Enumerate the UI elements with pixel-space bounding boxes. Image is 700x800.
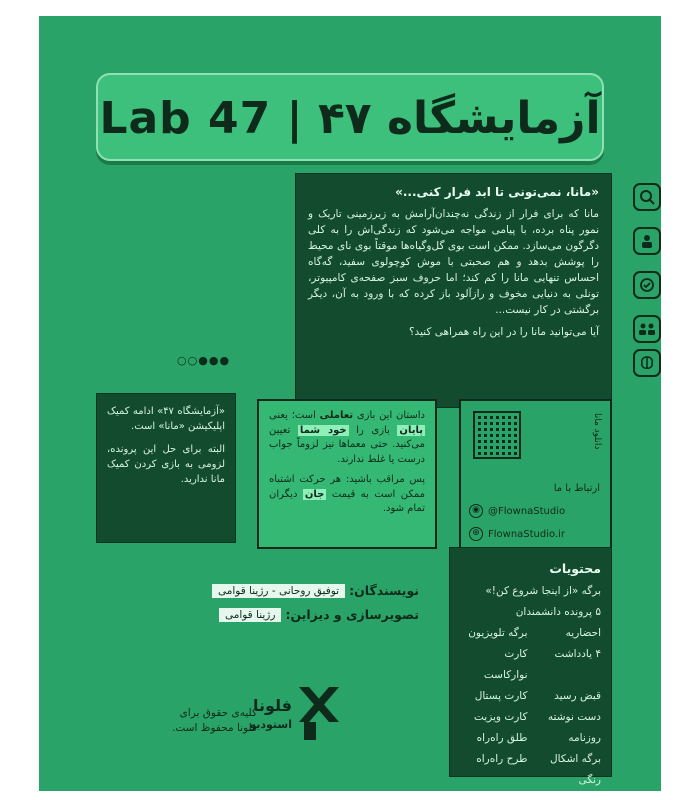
instagram-link[interactable] — [469, 504, 565, 518]
contact-label: ارتباط با ما — [553, 483, 600, 494]
contents-heading: محتویات — [549, 561, 601, 576]
person-icon — [633, 227, 661, 255]
magnifier-icon — [633, 183, 661, 211]
title-banner — [96, 73, 604, 161]
list-item: برگه تلویزیون — [468, 627, 528, 639]
list-item: طرح راه‌راه — [476, 753, 528, 765]
difficulty-dot: ● — [198, 354, 209, 367]
comic-note: البته برای حل این پرونده، لزومی به بازی کردن کمیک مانا ندارید. — [107, 444, 225, 485]
credit-name: رژینا قوامی — [219, 608, 282, 622]
contents-list — [460, 581, 601, 791]
brain-icon — [633, 349, 661, 377]
list-item: برگه اشکال رنگی — [549, 753, 601, 786]
credit-role: تصویرسازی و دیزاین: — [285, 607, 419, 622]
credit-role: نویسندگان: — [349, 583, 419, 598]
logo-sub: استودیو — [249, 718, 292, 731]
difficulty-dot: ● — [208, 354, 220, 367]
qr-label: دانلود مانا — [592, 413, 602, 450]
flowna-logo — [244, 682, 344, 742]
list-item: طلق راه‌راه — [476, 732, 528, 744]
instagram-icon: ◉ — [469, 504, 483, 518]
rights-text: کلیه‌ی حقوق برای فلونا محفوظ است. — [172, 707, 257, 734]
difficulty-dot: ● — [219, 354, 231, 367]
clock-icon — [633, 271, 661, 299]
logo-name: فلونا — [252, 696, 292, 715]
poster — [39, 16, 661, 791]
comic-note: «آزمایشگاه ۴۷» ادامه کمیک اپلیکیشن «مانا» است. — [107, 406, 225, 432]
difficulty-dot: ○ — [187, 354, 199, 367]
group-icon — [633, 315, 661, 343]
list-item: دست نوشته — [547, 711, 601, 723]
website-url: FlownaStudio.ir — [488, 528, 566, 540]
list-item: احضاریه — [565, 627, 601, 639]
story-question: آیا می‌توانید مانا را در این راه همراهی کنید؟ — [408, 326, 599, 338]
warning-note: پس مراقب باشید: هر حرکت اشتباه ممکن است به قیمت جان دیگران تمام شود. — [269, 474, 425, 514]
list-item: برگه «از اینجا شروع کن!» — [485, 585, 601, 597]
list-item: کارت ویزیت — [473, 711, 528, 723]
globe-icon: ⊕ — [469, 527, 483, 541]
website-link[interactable] — [469, 527, 565, 541]
interactive-note: داستان این بازی تعاملی است؛ یعنی پایان بازی را خود شما تعیین می‌کنید. حتی معماها نیز لزوماً جواب درست یا غلط ندارند. — [269, 410, 425, 465]
list-item: ۵ پرونده دانشمندان — [515, 606, 601, 618]
contents-box — [449, 547, 612, 786]
credit-writers — [212, 583, 419, 598]
credit-art — [219, 607, 419, 622]
instagram-handle: @FlownaStudio — [488, 505, 566, 517]
contact-box — [459, 399, 612, 549]
credit-name: توفیق روحانی - رژینا قوامی — [212, 584, 345, 598]
list-item: کارت پستال — [474, 690, 528, 702]
list-item: ۴ یادداشت — [554, 648, 601, 660]
list-item: روزنامه — [568, 732, 601, 744]
comic-note-box — [96, 393, 236, 543]
list-item: کارت نوارکاست — [483, 648, 528, 681]
story-quote: «مانا، نمی‌تونی تا ابد فرار کنی...» — [395, 185, 599, 199]
interactive-note-box — [257, 399, 437, 549]
difficulty-dot: ○ — [177, 354, 188, 367]
list-item: قبض رسید — [554, 690, 601, 702]
story-body: مانا که برای فرار از زندگی نه‌چندان‌آرامش به زیرزمینی تاریک و نمور پناه برده، با پیامی مواجه می‌شود که زندگی‌اش را به کلی دگرگون می‌سازد. ممکن است بوی گل‌وگیاه‌ها موقتاً بوی نای محیط را پوشش بدهد و هم صحبتی با موش کوچولوی سفید، گه‌گاه احساس تنهایی مانا را کم کند؛ اما حروف سبز صفحه‌ی کامپیوتر، تونلی به دنیایی مخوف و رازآلود باز کرده که با ورود به آن، دیگر برگشتی در کار نیست... — [308, 208, 599, 316]
story-box — [295, 173, 612, 408]
difficulty-dots — [177, 354, 230, 367]
page-title: آزمایشگاه ۴۷ | Lab 47 — [99, 93, 601, 144]
qr-code[interactable] — [473, 411, 521, 459]
